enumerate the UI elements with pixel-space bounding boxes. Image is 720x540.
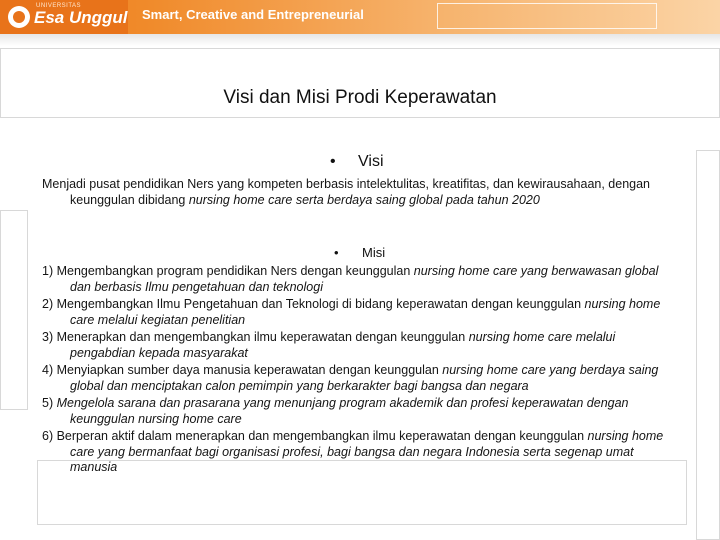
page-title: Visi dan Misi Prodi Keperawatan [223,87,497,108]
logo-text: Esa Unggul [34,8,128,27]
list-item: 1) Mengembangkan program pendidikan Ners dengan keunggulan nursing home care yang berwawasan global dan berbasis Ilmu pengetahuan dan teknologi [42,264,659,294]
logo-subtext: UNIVERSITAS [36,3,82,9]
tagline: Smart, Creative and Entrepreneurial [142,7,364,22]
list-item: 4) Menyiapkan sumber daya manusia keperawatan dengan keunggulan nursing home care yang berdaya saing global dan menciptakan calon pemimpin yang berkarakter bagi bangsa dan negara [42,363,659,393]
logo-icon [8,6,30,28]
decorative-frame [696,150,720,540]
list-item: 2) Mengembangkan Ilmu Pengetahuan dan Teknologi di bidang keperawatan dengan keunggulan nursing home care melalui kegiatan penelitian [42,297,661,327]
list-item: 3) Menerapkan dan mengembangkan ilmu keperawatan dengan keunggulan nursing home care melalui pengabdian kepada masyarakat [42,330,616,360]
visi-text: Menjadi pusat pendidikan Ners yang kompeten berbasis intelektulitas, kreatifitas, dan kewirausahaan, dengan keunggulan dibidang nursing home care serta berdaya saing global pada tahun 2020 [42,177,651,207]
header-shadow [0,34,720,46]
list-item: 6) Berperan aktif dalam menerapkan dan mengembangkan ilmu keperawatan dengan keunggulan nursing home care yang bermanfaat bagi organisasi profesi, bagi bangsa dan negara Indonesia serta segenap umat manusia [42,429,664,474]
misi-list [42,264,682,476]
visi-heading: • Visi [330,153,384,170]
header-frame [437,3,657,29]
decorative-frame [0,210,28,410]
logo [0,0,128,34]
list-item: 5) Mengelola sarana dan prasarana yang menunjang program akademik dan profesi keperawatan dengan keunggulan nursing home care [42,396,629,426]
header [0,0,720,46]
misi-heading: • Misi [334,245,386,260]
